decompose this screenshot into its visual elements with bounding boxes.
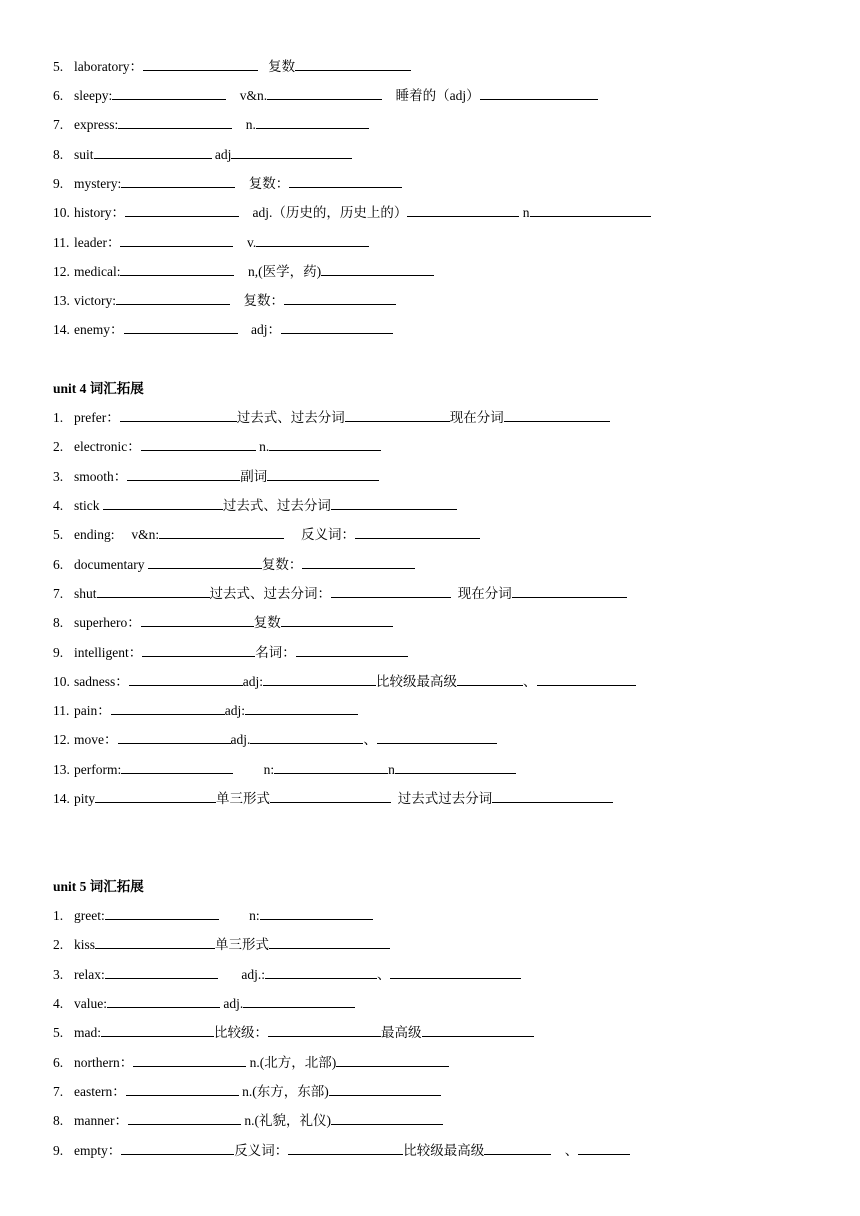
item-text: adj: <box>224 703 245 718</box>
item-text: 睡着的（adj） <box>382 88 480 103</box>
item-number: 5. <box>53 527 64 542</box>
item-text: 复数： <box>261 557 303 572</box>
exercise-line-s5-5 <box>53 1023 534 1043</box>
item-text: n <box>388 762 395 777</box>
answer-blank <box>492 789 613 803</box>
answer-blank <box>245 701 358 715</box>
answer-blank <box>256 233 369 247</box>
answer-blank <box>94 145 212 159</box>
exercise-line-s5-3 <box>53 965 521 985</box>
answer-blank <box>231 145 352 159</box>
exercise-line-s5-1 <box>53 906 373 926</box>
item-number: 4. <box>53 996 64 1011</box>
answer-blank <box>504 408 610 422</box>
answer-blank <box>284 291 396 305</box>
answer-blank <box>250 730 363 744</box>
item-text: n. <box>232 117 256 132</box>
item-text: adj. <box>230 732 251 747</box>
item-text: 现在分词 <box>449 410 504 425</box>
answer-blank <box>331 496 457 510</box>
item-text: value: <box>74 996 107 1011</box>
answer-blank <box>269 935 390 949</box>
item-text: 过去式、过去分词 <box>236 410 345 425</box>
answer-blank <box>159 525 284 539</box>
item-text: 过去式过去分词 <box>391 791 493 806</box>
item-number: 2. <box>53 937 64 952</box>
answer-blank <box>95 935 215 949</box>
answer-blank <box>422 1023 534 1037</box>
answer-blank <box>457 672 523 686</box>
item-text: n <box>519 205 530 220</box>
answer-blank <box>105 906 219 920</box>
answer-blank <box>128 1111 241 1125</box>
answer-blank <box>97 584 210 598</box>
item-text: laboratory： <box>74 59 143 74</box>
exercise-line-s4-14 <box>53 789 613 809</box>
item-text: smooth： <box>74 469 128 484</box>
item-text: n,(医学，药) <box>234 264 322 279</box>
answer-blank <box>281 613 393 627</box>
answer-blank <box>105 965 218 979</box>
exercise-line-s3-7 <box>53 115 369 135</box>
item-text: 名词： <box>255 645 296 660</box>
answer-blank <box>484 1141 551 1155</box>
answer-blank <box>512 584 627 598</box>
item-number: 14. <box>53 791 70 806</box>
item-text: stick <box>74 498 103 513</box>
exercise-line-s3-14 <box>53 320 393 340</box>
item-text: 过去式、过去分词： <box>209 586 332 601</box>
item-text: pain： <box>74 703 111 718</box>
item-number: 5. <box>53 59 64 74</box>
answer-blank <box>141 437 256 451</box>
item-number: 6. <box>53 88 64 103</box>
answer-blank <box>289 174 402 188</box>
item-number: 10. <box>53 674 70 689</box>
answer-blank <box>395 760 516 774</box>
item-text: n: <box>218 908 260 923</box>
exercise-line-s3-8 <box>53 145 352 165</box>
item-number: 8. <box>53 147 64 162</box>
answer-blank <box>345 408 450 422</box>
item-text: n. <box>255 439 270 454</box>
item-text: 副词 <box>240 469 268 484</box>
exercise-line-s3-6 <box>53 86 598 106</box>
item-text: 复数： <box>235 176 290 191</box>
item-text: 反义词： <box>234 1143 289 1158</box>
answer-blank <box>103 496 223 510</box>
item-text: shut <box>74 586 97 601</box>
answer-blank <box>288 1141 403 1155</box>
item-number: 13. <box>53 762 70 777</box>
item-text: adj <box>211 147 232 162</box>
item-text: n.(北方，北部) <box>246 1055 337 1070</box>
answer-blank <box>268 1023 381 1037</box>
exercise-line-s4-5 <box>53 525 480 545</box>
item-number: 2. <box>53 439 64 454</box>
item-number: 11. <box>53 703 70 718</box>
item-number: 13. <box>53 293 70 308</box>
item-number: 7. <box>53 117 64 132</box>
item-text: adj. <box>220 996 244 1011</box>
item-text: 复数 <box>257 59 296 74</box>
item-text: victory: <box>74 293 116 308</box>
item-text: 单三形式 <box>216 791 271 806</box>
item-text: 比较级最高级 <box>403 1143 485 1158</box>
answer-blank <box>126 1082 239 1096</box>
item-number: 12. <box>53 264 70 279</box>
item-text: 反义词： <box>284 527 355 542</box>
item-text: n.(东方，东部) <box>238 1084 329 1099</box>
answer-blank <box>377 730 497 744</box>
exercise-line-s4-13 <box>53 760 516 780</box>
item-text: pity <box>74 791 96 806</box>
answer-blank <box>118 115 232 129</box>
item-number: 7. <box>53 1084 64 1099</box>
answer-blank <box>120 262 234 276</box>
item-text: v. <box>233 235 257 250</box>
item-text: adj.（历史的，历史上的） <box>239 205 408 220</box>
answer-blank <box>141 613 254 627</box>
exercise-line-s5-9 <box>53 1141 630 1161</box>
item-text: 复数 <box>253 615 281 630</box>
item-text: 比较级最高级 <box>376 674 457 689</box>
item-text: n.(礼貌，礼仪) <box>240 1113 331 1128</box>
item-number: 14. <box>53 322 70 337</box>
answer-blank <box>281 320 393 334</box>
item-text: northern： <box>74 1055 134 1070</box>
exercise-line-s4-3 <box>53 467 379 487</box>
answer-blank <box>107 994 220 1008</box>
item-number: 12. <box>53 732 70 747</box>
item-text: 复数： <box>230 293 284 308</box>
exercise-line-s5-8 <box>53 1111 443 1131</box>
item-text: n: <box>233 762 275 777</box>
item-text: 比较级： <box>214 1025 268 1040</box>
item-text: adj.: <box>217 967 265 982</box>
item-text: prefer： <box>74 410 120 425</box>
answer-blank <box>260 906 373 920</box>
item-text: 、 <box>551 1143 579 1158</box>
item-text: adj： <box>237 322 281 337</box>
answer-blank <box>121 1141 234 1155</box>
item-number: 6. <box>53 557 64 572</box>
answer-blank <box>142 643 255 657</box>
item-number: 5. <box>53 1025 64 1040</box>
answer-blank <box>274 760 388 774</box>
item-number: 9. <box>53 645 64 660</box>
answer-blank <box>148 555 262 569</box>
item-text: medical: <box>74 264 121 279</box>
item-text: leader： <box>74 235 121 250</box>
item-text: 、 <box>376 967 391 982</box>
item-number: 10. <box>53 205 70 220</box>
exercise-line-s3-11 <box>53 233 369 253</box>
answer-blank <box>390 965 521 979</box>
item-text: eastern： <box>74 1084 126 1099</box>
item-text: documentary <box>74 557 148 572</box>
item-text: 、 <box>523 674 537 689</box>
answer-blank <box>267 86 382 100</box>
item-text: 过去式、过去分词 <box>222 498 331 513</box>
item-number: 3. <box>53 469 64 484</box>
answer-blank <box>331 584 451 598</box>
answer-blank <box>270 789 391 803</box>
answer-blank <box>127 467 240 481</box>
item-text: move： <box>74 732 118 747</box>
item-text: manner： <box>74 1113 128 1128</box>
exercise-line-s3-5 <box>53 57 411 77</box>
answer-blank <box>121 174 235 188</box>
answer-blank <box>143 57 258 71</box>
item-text: perform: <box>74 762 122 777</box>
exercise-line-s5-7 <box>53 1082 441 1102</box>
exercise-line-s3-9 <box>53 174 402 194</box>
item-text: 、 <box>363 732 377 747</box>
answer-blank <box>95 789 216 803</box>
answer-blank <box>116 291 230 305</box>
item-text: express: <box>74 117 119 132</box>
item-number: 8. <box>53 615 64 630</box>
exercise-line-s4-10 <box>53 672 636 692</box>
item-number: 1. <box>53 908 64 923</box>
item-text: suit <box>74 147 94 162</box>
exercise-line-s3-10 <box>53 203 651 223</box>
exercise-line-s5-6 <box>53 1053 449 1073</box>
item-number: 8. <box>53 1113 64 1128</box>
answer-blank <box>265 965 377 979</box>
item-text: relax: <box>74 967 105 982</box>
answer-blank <box>302 555 415 569</box>
exercise-line-s4-6 <box>53 555 415 575</box>
item-text: sadness： <box>74 674 129 689</box>
item-number: 1. <box>53 410 64 425</box>
answer-blank <box>336 1053 449 1067</box>
item-text: mystery: <box>74 176 122 191</box>
answer-blank <box>295 57 411 71</box>
exercise-line-s4-11 <box>53 701 358 721</box>
item-text: adj: <box>242 674 263 689</box>
answer-blank <box>120 233 233 247</box>
answer-blank <box>125 203 239 217</box>
item-text: empty： <box>74 1143 122 1158</box>
answer-blank <box>296 643 408 657</box>
item-text: sleepy: <box>74 88 113 103</box>
exercise-line-s4-1 <box>53 408 610 428</box>
item-text: 现在分词 <box>451 586 512 601</box>
answer-blank <box>480 86 598 100</box>
exercise-line-s5-4 <box>53 994 355 1014</box>
item-number: 6. <box>53 1055 64 1070</box>
exercise-line-s4-4 <box>53 496 457 516</box>
exercise-line-s3-13 <box>53 291 396 311</box>
item-number: 7. <box>53 586 64 601</box>
answer-blank <box>263 672 376 686</box>
exercise-line-s4-8 <box>53 613 393 633</box>
exercise-line-s4-7 <box>53 584 627 604</box>
item-text: mad: <box>74 1025 101 1040</box>
item-text: ending: v&n: <box>74 527 160 542</box>
answer-blank <box>329 1082 441 1096</box>
answer-blank <box>243 994 355 1008</box>
exercise-line-s3-12 <box>53 262 434 282</box>
answer-blank <box>256 115 369 129</box>
item-number: 9. <box>53 1143 64 1158</box>
answer-blank <box>124 320 238 334</box>
item-text: kiss <box>74 937 96 952</box>
answer-blank <box>530 203 651 217</box>
answer-blank <box>269 437 381 451</box>
exercise-line-s5-2 <box>53 935 390 955</box>
answer-blank <box>120 408 237 422</box>
answer-blank <box>129 672 243 686</box>
exercise-line-s4-2 <box>53 437 381 457</box>
section-heading-unit-5: unit 5 词汇拓展 <box>53 879 144 894</box>
exercise-line-s4-9 <box>53 643 408 663</box>
answer-blank <box>355 525 480 539</box>
section-heading-unit-4: unit 4 词汇拓展 <box>53 381 144 396</box>
item-text: history： <box>74 205 126 220</box>
answer-blank <box>121 760 233 774</box>
item-number: 11. <box>53 235 70 250</box>
answer-blank <box>133 1053 246 1067</box>
answer-blank <box>537 672 636 686</box>
answer-blank <box>321 262 434 276</box>
answer-blank <box>112 86 226 100</box>
item-text: v&n. <box>226 88 268 103</box>
answer-blank <box>118 730 231 744</box>
item-text: electronic： <box>74 439 141 454</box>
answer-blank <box>407 203 519 217</box>
item-number: 9. <box>53 176 64 191</box>
item-text: intelligent： <box>74 645 143 660</box>
item-text: 单三形式 <box>215 937 270 952</box>
exercise-line-s4-12 <box>53 730 497 750</box>
item-text: greet: <box>74 908 105 923</box>
answer-blank <box>101 1023 214 1037</box>
answer-blank <box>267 467 379 481</box>
item-text: enemy： <box>74 322 124 337</box>
item-number: 3. <box>53 967 64 982</box>
answer-blank <box>331 1111 443 1125</box>
answer-blank <box>111 701 225 715</box>
item-text: superhero： <box>74 615 141 630</box>
item-number: 4. <box>53 498 64 513</box>
answer-blank <box>578 1141 630 1155</box>
item-text: 最高级 <box>381 1025 422 1040</box>
